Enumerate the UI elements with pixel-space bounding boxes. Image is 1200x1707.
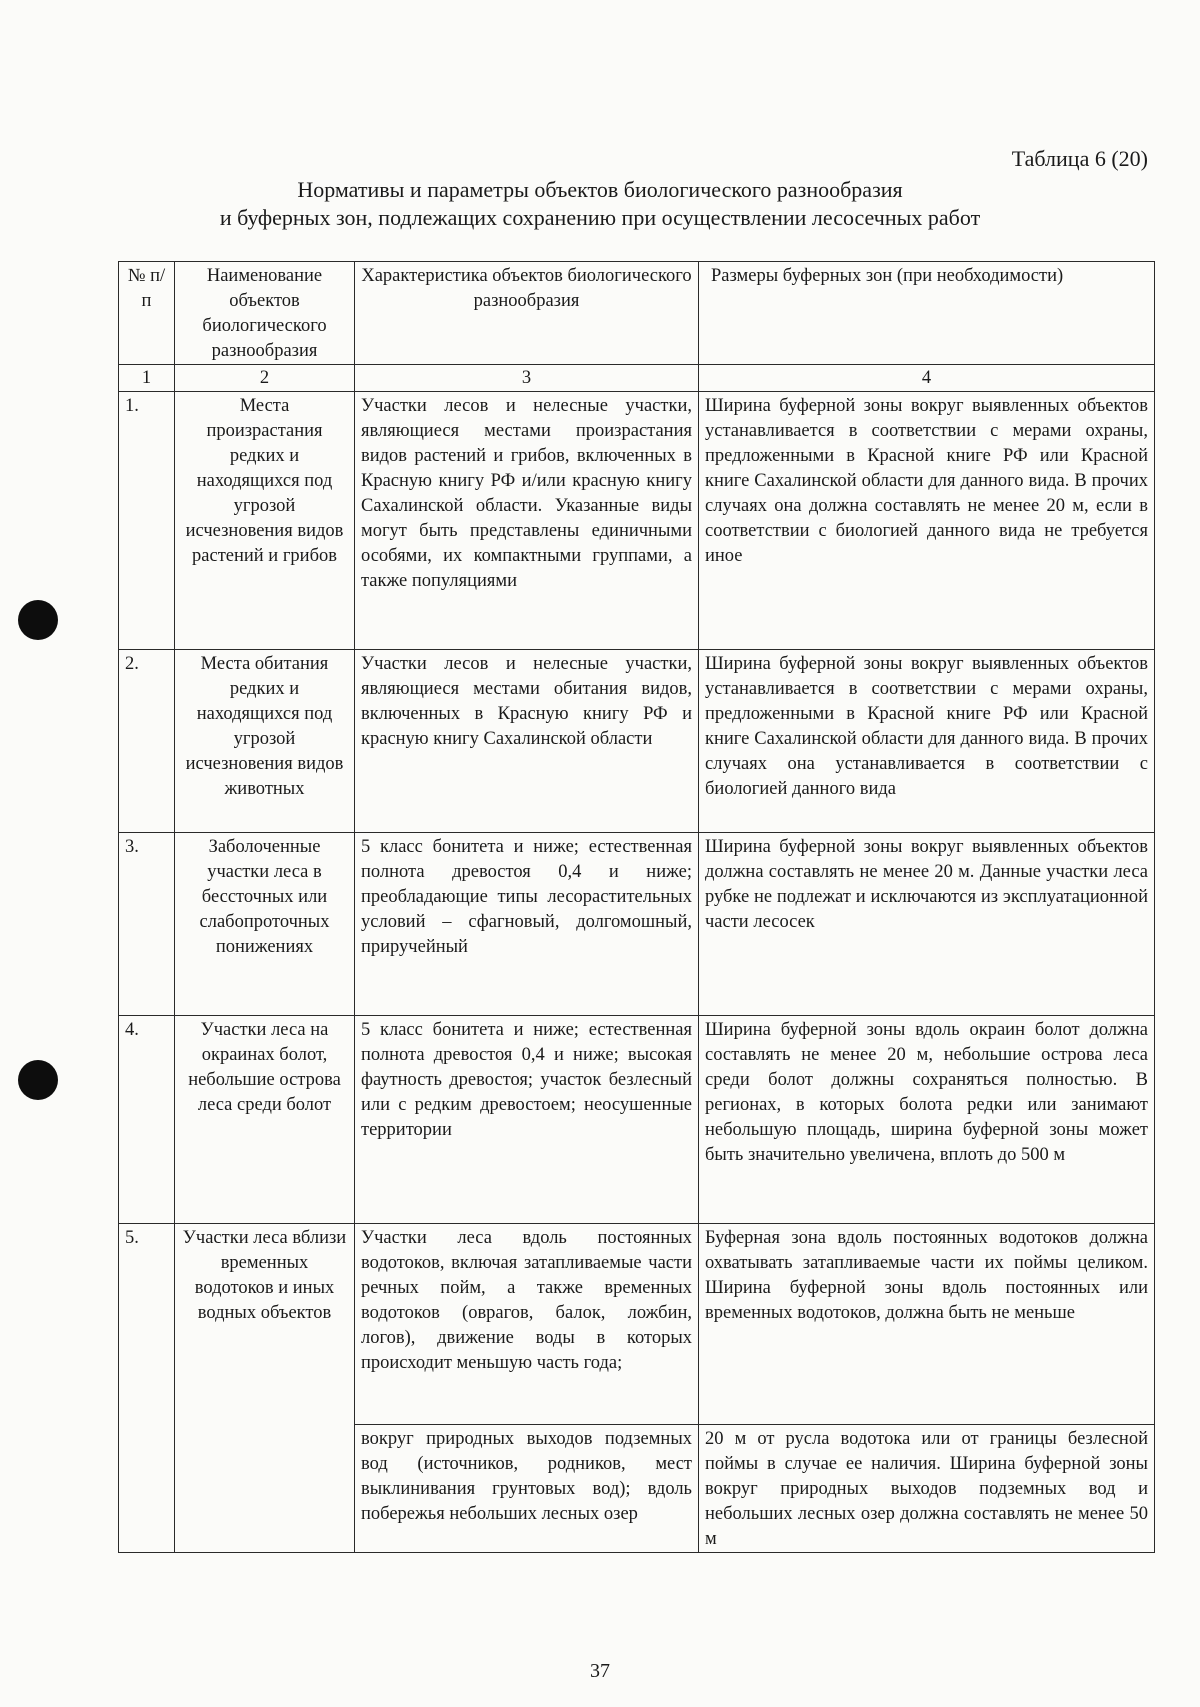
buffer-zone-size: Ширина буферной зоны вокруг выявленных объектов устанавливается в соответствии с мерами охраны, предложенными в Красной книге РФ или Красной книге Сахалинской области для данного вида. В прочих случаях она устанавливается в соответствии с биологией данного вида	[699, 650, 1155, 833]
biodiversity-norms-table	[118, 261, 1155, 1553]
row-number: 5.	[119, 1224, 175, 1553]
object-characteristic: вокруг природных выходов подземных вод (источников, родников, мест выклинивания грунтовых вод); вдоль побережья небольших лесных озер	[355, 1425, 699, 1553]
table-row	[119, 1224, 1155, 1425]
table-row	[119, 392, 1155, 650]
object-name: Участки леса вблизи временных водотоков и иных водных объектов	[175, 1224, 355, 1553]
header-characteristic: Характеристика объектов биологического разнообразия	[355, 262, 699, 365]
buffer-zone-size: Буферная зона вдоль постоянных водотоков должна охватывать затапливаемые части их поймы целиком. Ширина буферной зоны вдоль постоянных или временных водотоков, должна быть не меньше	[699, 1224, 1155, 1425]
object-name: Места произрастания редких и находящихся под угрозой исчезновения видов растений и грибов	[175, 392, 355, 650]
object-characteristic: 5 класс бонитета и ниже; естественная полнота древостоя 0,4 и ниже; преобладающие типы лесорастительных условий – сфагновый, долгомошный, приручейный	[355, 833, 699, 1016]
header-buffer-size: Размеры буферных зон (при необходимости)	[699, 262, 1155, 365]
object-characteristic: Участки лесов и нелесные участки, являющиеся местами произрастания видов растений и грибов, включенных в Красную книгу РФ и/или красную книгу Сахалинской области. Указанные виды могут быть представлены единичными особями, их компактными группами, а также популяциями	[355, 392, 699, 650]
table-header-row	[119, 262, 1155, 365]
row-number: 2.	[119, 650, 175, 833]
header-object-name: Наименование объектов биологического разнообразия	[175, 262, 355, 365]
object-name: Заболоченные участки леса в бессточных или слабопроточных понижениях	[175, 833, 355, 1016]
column-number: 4	[699, 365, 1155, 392]
table-title	[0, 176, 1200, 232]
buffer-zone-size: 20 м от русла водотока или от границы безлесной поймы в случае ее наличия. Ширина буферной зоны вокруг природных выходов подземных вод и небольших лесных озер должна составлять не менее 50 м	[699, 1425, 1155, 1553]
table-row	[119, 1016, 1155, 1224]
table-label: Таблица 6 (20)	[1011, 146, 1148, 171]
buffer-zone-size: Ширина буферной зоны вокруг выявленных объектов устанавливается в соответствии с мерами охраны, предложенными в Красной книге РФ или Красной книге Сахалинской области для данного вида. В прочих случаях она должна составлять не менее 20 м, если в соответствии с биологией данного вида не требуется иное	[699, 392, 1155, 650]
table-title-line: Нормативы и параметры объектов биологического разнообразия	[297, 177, 903, 202]
table-title-line: и буферных зон, подлежащих сохранению при осуществлении лесосечных работ	[219, 205, 981, 230]
object-name: Участки леса на окраинах болот, небольшие острова леса среди болот	[175, 1016, 355, 1224]
object-characteristic: Участки леса вдоль постоянных водотоков, включая затапливаемые части речных пойм, а также временных водотоков (оврагов, балок, ложбин, логов), движение воды в которых происходит меньшую часть года;	[355, 1224, 699, 1425]
table-row	[119, 833, 1155, 1016]
row-number: 3.	[119, 833, 175, 1016]
object-characteristic: Участки лесов и нелесные участки, являющиеся местами обитания видов, включенных в Красную книгу РФ и красную книгу Сахалинской области	[355, 650, 699, 833]
column-number: 3	[355, 365, 699, 392]
column-number: 2	[175, 365, 355, 392]
punch-hole	[18, 600, 58, 640]
column-number: 1	[119, 365, 175, 392]
object-name: Места обитания редких и находящихся под угрозой исчезновения видов животных	[175, 650, 355, 833]
row-number: 1.	[119, 392, 175, 650]
table-row	[119, 650, 1155, 833]
header-number: № п/п	[119, 262, 175, 365]
buffer-zone-size: Ширина буферной зоны вдоль окраин болот должна составлять не менее 20 м, небольшие острова леса среди болот должны сохраняться полностью. В регионах, в которых болота редки или занимают небольшую площадь, ширина буферной зоны может быть значительно увеличена, вплоть до 500 м	[699, 1016, 1155, 1224]
row-number: 4.	[119, 1016, 175, 1224]
punch-hole	[18, 1060, 58, 1100]
page-number: 37	[590, 1660, 610, 1682]
column-number-row	[119, 365, 1155, 392]
buffer-zone-size: Ширина буферной зоны вокруг выявленных объектов должна составлять не менее 20 м. Данные участки леса рубке не подлежат и исключаются из эксплуатационной части лесосек	[699, 833, 1155, 1016]
object-characteristic: 5 класс бонитета и ниже; естественная полнота древостоя 0,4 и ниже; высокая фаутность древостоя; участок безлесный или с редким древостоем; неосушенные территории	[355, 1016, 699, 1224]
